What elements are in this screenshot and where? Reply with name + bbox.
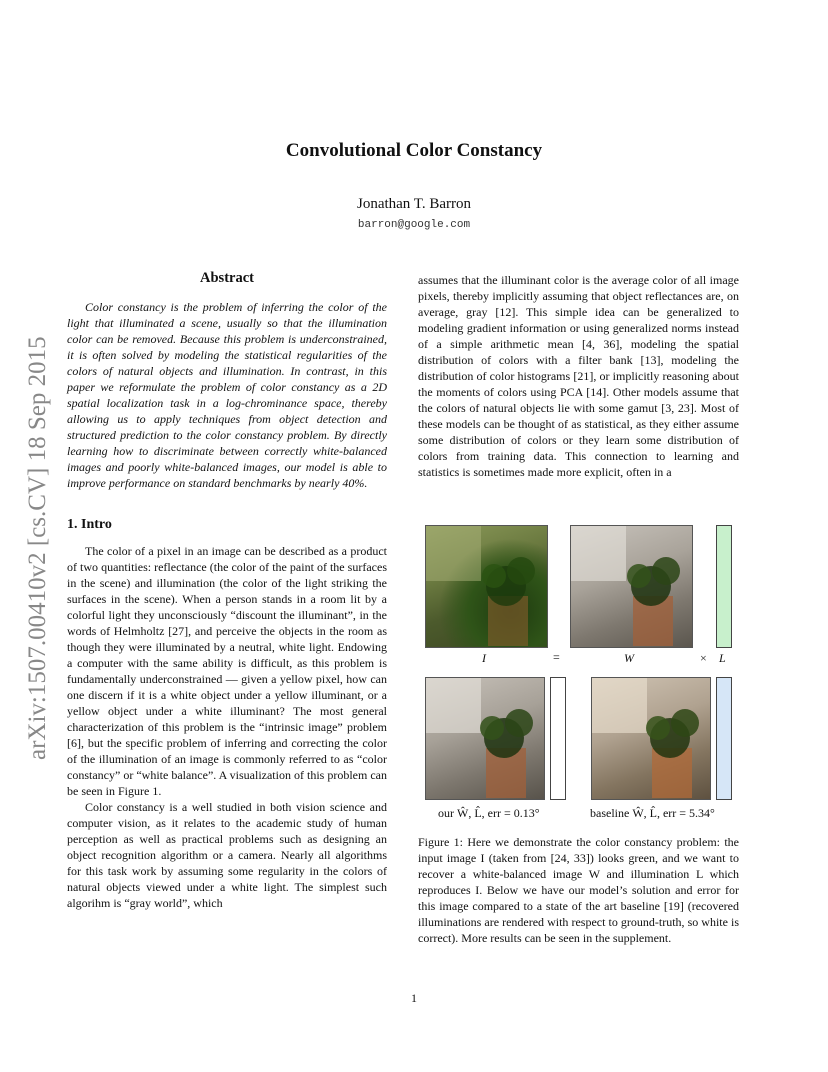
input-image-photo <box>425 525 548 648</box>
plant-illustration <box>592 678 710 799</box>
page-number: 1 <box>411 991 417 1005</box>
baseline-illuminant-swatch <box>716 677 732 800</box>
label-W: W <box>624 651 634 665</box>
plant-illustration <box>571 526 692 647</box>
section-heading-intro: 1. Intro <box>67 517 112 532</box>
arxiv-stamp: arXiv:1507.00410v2 [cs.CV] 18 Sep 2015 <box>24 336 51 760</box>
plant-illustration <box>426 526 547 647</box>
baseline-result-photo <box>591 677 711 800</box>
label-L: L <box>719 651 726 665</box>
illuminant-swatch-green <box>716 525 732 648</box>
left-column <box>67 270 387 911</box>
label-times: × <box>700 651 707 665</box>
intro-paragraph-2: Color constancy is a well studied in both vision science and computer vision, as it relates to the academic study of human perception as well as practical problems such as designing an object recognition algorithm or a camera. Nearly all algorithms for this task work by assuming some regularity in the colors of natural objects viewed under a white light. The simplest such algorihm is “gray world”, which <box>67 800 387 910</box>
right-column-text: assumes that the illuminant color is the average color of all image pixels, thereby implicitly assuming that object reflectances are, on average, gray [12]. This simple idea can be generalized to modeling gradient information or using generalized norms instead of a simple arithmetic mean [4, 36], modeling the spatial distribution of colors with a filter bank [13], modeling the distribution of color histograms [21], or implicitly reasoning about the moments of colors using PCA [14]. Other models assume that the colors of natural objects lie with some gamut [3, 23]. Most of these models can be thought of as statistical, as they either assume some distribution of colors or they learn some distribution of colors from training data. This connection to learning and statistics is sometimes made more explicit, often in a <box>418 273 739 479</box>
label-baseline-result: baseline Ŵ, L̂, err = 5.34° <box>590 806 715 820</box>
white-balanced-photo <box>570 525 693 648</box>
label-our-result: our Ŵ, L̂, err = 0.13° <box>438 806 540 820</box>
paper-title: Convolutional Color Constancy <box>285 140 543 161</box>
our-result-photo <box>425 677 545 800</box>
right-column <box>418 272 739 480</box>
abstract-text: Color constancy is the problem of inferring the color of the light that illuminated a scene, usually so that the illumination color can be removed. Because this problem is underconstrained, it is often solved by modeling the statistical regularities of the colors of natural objects and illumination. In contrast, in this paper we reformulate the problem of color constancy as a 2D spatial localization task in a log-chrominance space, thereby allowing us to apply techniques from object detection and structured prediction to the color constancy problem. By directly learning how to discriminate between correctly white-balanced images and poorly white-balanced images, our model is able to improve performance on standard benchmarks by nearly 40%. <box>67 300 387 490</box>
label-equals: = <box>553 650 560 664</box>
plant-illustration <box>426 678 544 799</box>
author-email: barron@google.com <box>357 219 471 231</box>
label-input-I: I <box>482 651 486 665</box>
intro-paragraph-1: The color of a pixel in an image can be described as a product of two quantities: reflectance (the color of the paint of the surfaces in the scene) and illumination (the color of the light striking the surfaces in the scene). When a person stands in a room lit by a colorful light they unconsciously “discount the illuminant”, in the words of Helmholtz [27], and perceive the objects in the room as though they were illuminated by a neutral, white light. Endowing a computer with the same ability is difficult, as this problem is fundamentally underconstrained — given a yellow pixel, how can one discern if it is a white object under a yellow illuminant, or a yellow object under a white illuminant? The most general characterization of this problem is the “intrinsic image” problem [6], but the specific problem of inferring and correcting the color of the illumination of an image is commonly referred to as “color constancy” or “white balance”. A visualization of this problem can be seen in Figure 1. <box>67 544 387 798</box>
figure-caption: Figure 1: Here we demonstrate the color constancy problem: the input image I (taken from [24, 33]) looks green, and we want to recover a white-balanced image W and illumination L which reproduces I. Below we have our model’s solution and error for this image compared to a state of the art baseline [19] (recovered illuminations are rendered with respect to ground-truth, so white is correct). More results can be seen in the supplement. <box>418 835 739 945</box>
abstract-heading: Abstract <box>200 270 254 286</box>
our-illuminant-swatch <box>550 677 566 800</box>
author-name: Jonathan T. Barron <box>356 196 471 212</box>
